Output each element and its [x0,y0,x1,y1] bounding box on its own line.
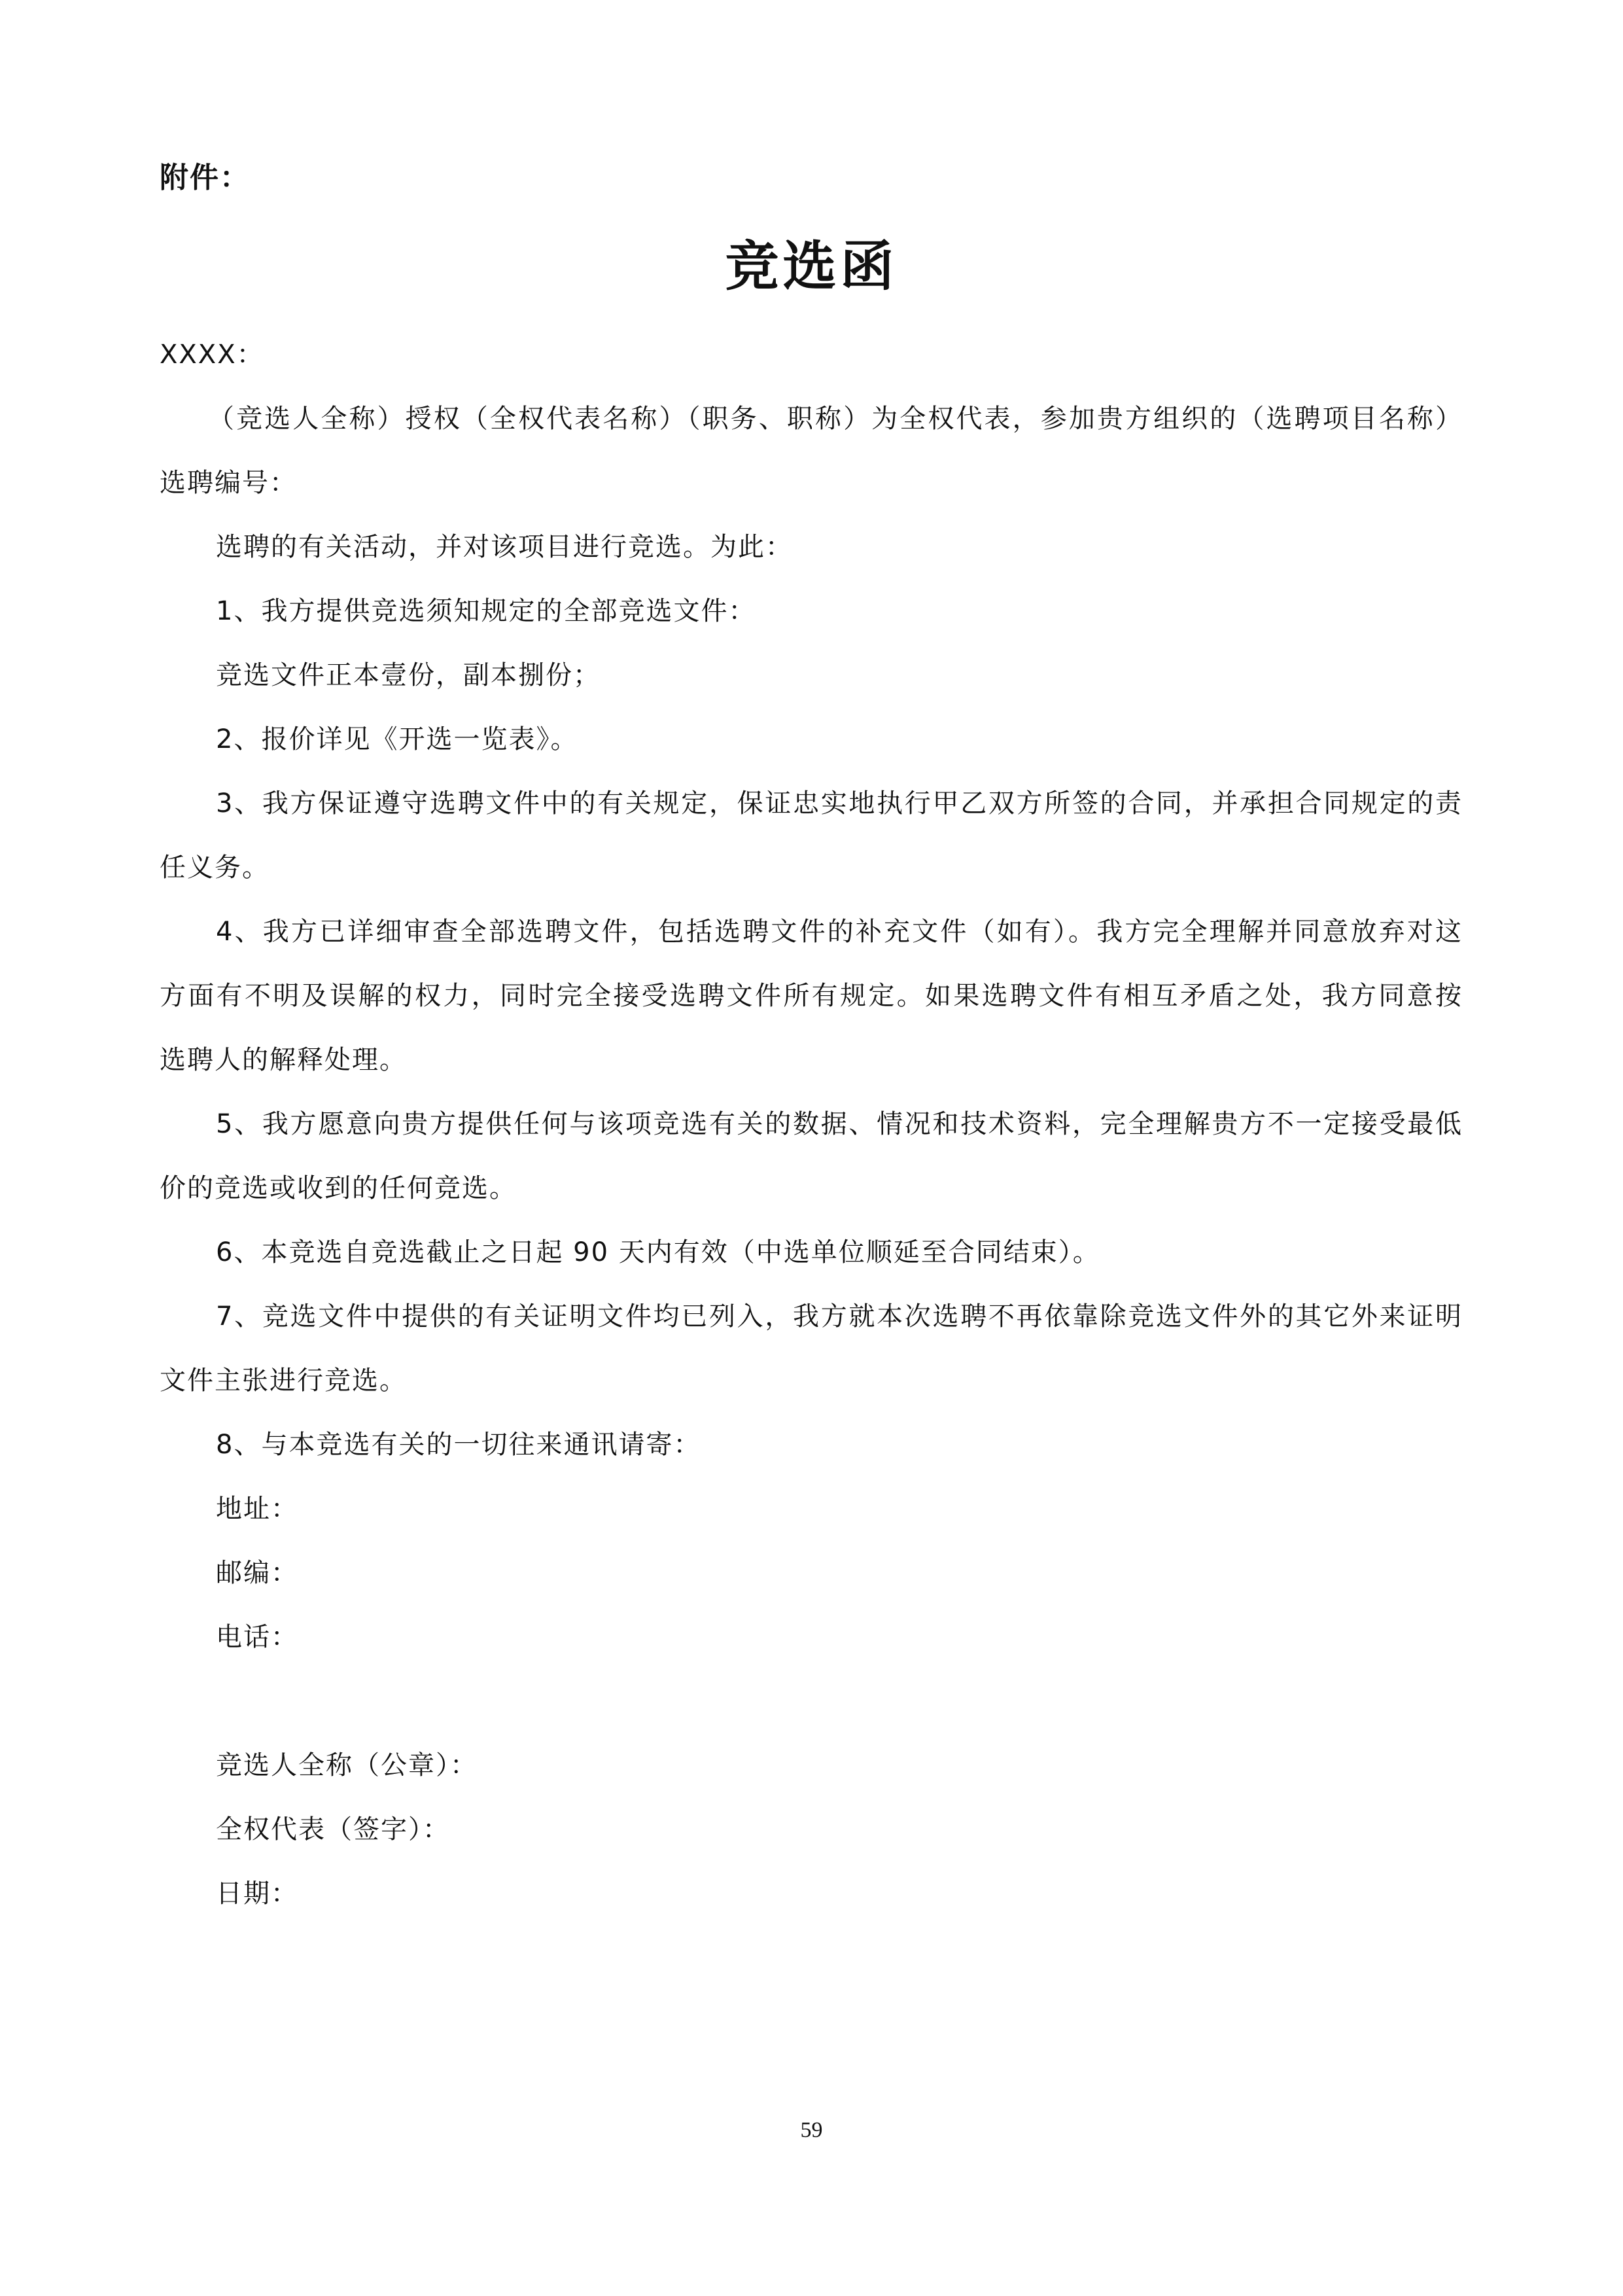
body-line-11: 选聘人的解释处理。 [160,1045,407,1075]
bidder-name-label: 竞选人全称（公章）： [216,1750,478,1780]
body-line-8: 任义务。 [160,853,270,883]
body-line-10: 方面有不明及误解的权力，同时完全接受选聘文件所有规定。如果选聘文件有相互矛盾之处，我方同意按 [160,981,1463,1011]
body-line-16: 文件主张进行竞选。 [160,1366,407,1396]
document-title: 竞选函 [725,236,898,298]
representative-label: 全权代表（签字）： [216,1814,450,1845]
body-line-15: 7、竞选文件中提供的有关证明文件均已列入，我方就本次选聘不再依靠除竞选文件外的其它外来证明 [216,1301,1463,1332]
body-line-1: （竞选人全称）授权（全权代表名称）（职务、职称）为全权代表，参加贵方组织的（选聘项目名称） [208,404,1463,434]
body-line-17: 8、与本竞选有关的一切往来通讯请寄： [216,1430,701,1460]
body-line-9: 4、我方已详细审查全部选聘文件，包括选聘文件的补充文件（如有）。我方完全理解并同意放弃对这 [216,917,1463,947]
body-line-5: 竞选文件正本壹份，副本捌份； [216,660,601,690]
body-line-2: 选聘编号： [160,468,297,498]
date-label: 日期： [216,1879,298,1909]
attachment-label: 附件： [160,161,250,194]
body-line-13: 价的竞选或收到的任何竞选。 [160,1173,517,1203]
postcode-label: 邮编： [216,1558,298,1588]
body-line-14: 6、本竞选自竞选截止之日起 90 天内有效（中选单位顺延至合同结束）。 [216,1237,1100,1267]
body-line-7: 3、我方保证遵守选聘文件中的有关规定，保证忠实地执行甲乙双方所签的合同，并承担合同规定的责 [216,788,1463,819]
phone-label: 电话： [216,1622,298,1652]
body-line-12: 5、我方愿意向贵方提供任何与该项竞选有关的数据、情况和技术资料，完全理解贵方不一定接受最低 [216,1109,1463,1139]
page-number: 59 [800,2118,823,2142]
body-line-6: 2、报价详见《开选一览表》。 [216,724,578,754]
address-label: 地址： [216,1494,298,1524]
body-line-4: 1、我方提供竞选须知规定的全部竞选文件： [216,596,756,626]
addressee: XXXX： [160,340,264,370]
body-line-3: 选聘的有关活动，并对该项目进行竞选。为此： [216,532,793,562]
